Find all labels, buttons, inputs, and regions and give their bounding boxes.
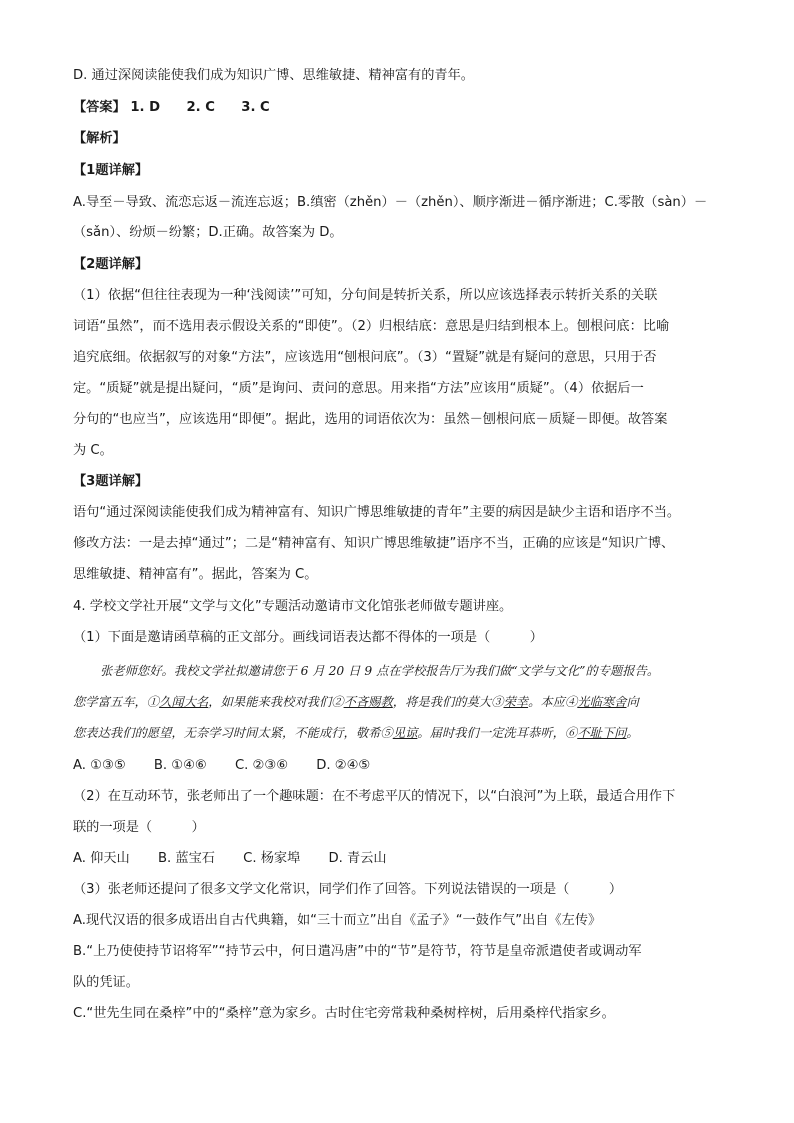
option-d-text: D. 通过深阅读能使我们成为知识广博、思维敏捷、精神富有的青年。: [73, 68, 474, 83]
option-b[interactable]: B. ①④⑥: [153, 758, 207, 773]
answer-row: [73, 98, 270, 118]
part-2-options: [73, 849, 411, 869]
q3-explain-line: 思维敏捷、精神富有”。据此，答案为 C。: [73, 567, 318, 582]
underlined-phrase: 见谅: [392, 726, 418, 740]
q2-explain-line: 分句的“也应当”，应该选用“即便”。据此，选用的词语依次为：虽然－刨根问底－质疑－即便。故答案: [73, 412, 668, 427]
underlined-phrase: 不耻下问: [577, 726, 627, 740]
option-c[interactable]: C. ②③⑥: [234, 758, 289, 773]
q2-explain-line: 为 C。: [73, 443, 113, 458]
q3-explain-line: 修改方法：一是去掉“通过”；二是“精神富有、知识广博思维敏捷”语序不当，正确的应该是“知识广博、: [73, 536, 675, 551]
option-b[interactable]: B. 蓝宝石: [157, 851, 215, 866]
question-4-part-2: （2）在互动环节，张老师出了一个趣味题：在不考虑平仄的情况下，以“白浪河”为上联，最适合用作下: [73, 789, 676, 804]
part-1-options: [73, 756, 394, 776]
option-a[interactable]: A. 仰天山: [73, 851, 130, 866]
question-4-stem: 4. 学校文学社开展“文学与文化”专题活动邀请市文化馆张老师做专题讲座。: [73, 599, 513, 614]
underlined-phrase: 荣幸: [503, 695, 529, 709]
q2-explain-line: （1）依据“但往往表现为一种‘浅阅读’”可知，分句间是转折关系，所以应该选择表示转折关系的关联: [73, 288, 658, 303]
q3-heading: 【3题详解】: [73, 474, 149, 489]
part-3-option-b: B.“上乃使使持节诏将军”“持节云中，何日遣冯唐”中的“节”是符节，符节是皇帝派遣使者或调动军: [73, 944, 642, 959]
answer-tag: 【答案】: [73, 100, 126, 115]
invitation-line: 张老师您好。我校文学社拟邀请您于 6 月 20 日 9 点在学校报告厅为我们做“文学与文化”的专题报告。: [100, 664, 660, 678]
analysis-heading: 【解析】: [73, 131, 126, 146]
option-d[interactable]: D. 青云山: [328, 851, 387, 866]
q2-heading: 【2题详解】: [73, 257, 149, 272]
option-c[interactable]: C. 杨家埠: [243, 851, 301, 866]
option-a[interactable]: A. ①③⑤: [73, 758, 126, 773]
q2-explain-line: 词语“虽然”，而不选用表示假设关系的“即使”。（2）归根结底：意思是归结到根本上。刨根问底：比喻: [73, 319, 670, 334]
answer-values: 1. D 2. C 3. C: [130, 100, 270, 115]
q1-heading: 【1题详解】: [73, 163, 149, 178]
question-4-part-2: 联的一项是（ ）: [73, 820, 205, 835]
option-d[interactable]: D. ②④⑤: [316, 758, 371, 773]
part-3-option-a: A.现代汉语的很多成语出自古代典籍，如“三十而立”出自《孟子》“一鼓作气”出自《左传》: [73, 913, 602, 928]
question-4-part-3: （3）张老师还提问了很多文学文化常识，同学们作了回答。下列说法错误的一项是（ ）: [73, 882, 623, 897]
q2-explain-line: 定。“质疑”就是提出疑问，“质”是询问、责问的意思。用来指“方法”应该用“质疑”。（4）依据后一: [73, 381, 644, 396]
underlined-phrase: 不吝赐教: [343, 695, 393, 709]
q3-explain-line: 语句“通过深阅读能使我们成为精神富有、知识广博思维敏捷的青年”主要的病因是缺少主语和语序不当。: [73, 505, 681, 520]
question-4-part-1: （1）下面是邀请函草稿的正文部分。画线词语表达都不得体的一项是（ ）: [73, 630, 543, 645]
part-3-option-c: C.“世先生同在桑梓”中的“桑梓”意为家乡。古时住宅旁常栽种桑树梓树，后用桑梓代指家乡。: [73, 1006, 615, 1021]
underlined-phrase: 光临寒舍: [577, 695, 627, 709]
q1-explain-line: （sǎn）、纷烦－纷繁；D.正确。故答案为 D。: [73, 225, 343, 240]
q1-explain-line: A.导至－导致、流恋忘返－流连忘返；B.缜密（zhěn）－（zhěn）、顺序渐进－循序渐进；C.零散（sàn）－: [73, 195, 708, 210]
underlined-phrase: 久闻大名: [159, 695, 209, 709]
invitation-line: 您表达我们的愿望，无奈学习时间太紧，不能成行，敬希⑤见谅。届时我们一定洗耳恭听，⑥不耻下问。: [73, 726, 639, 740]
part-3-option-b: 队的凭证。: [73, 975, 139, 990]
invitation-line: 您学富五车，①久闻大名，如果能来我校对我们②不吝赐教，将是我们的莫大③荣幸。本应④光临寒舍向: [73, 695, 639, 709]
q2-explain-line: 追究底细。依据叙写的对象“方法”，应该选用“刨根问底”。（3）“置疑”就是有疑问的意思，只用于否: [73, 350, 657, 365]
